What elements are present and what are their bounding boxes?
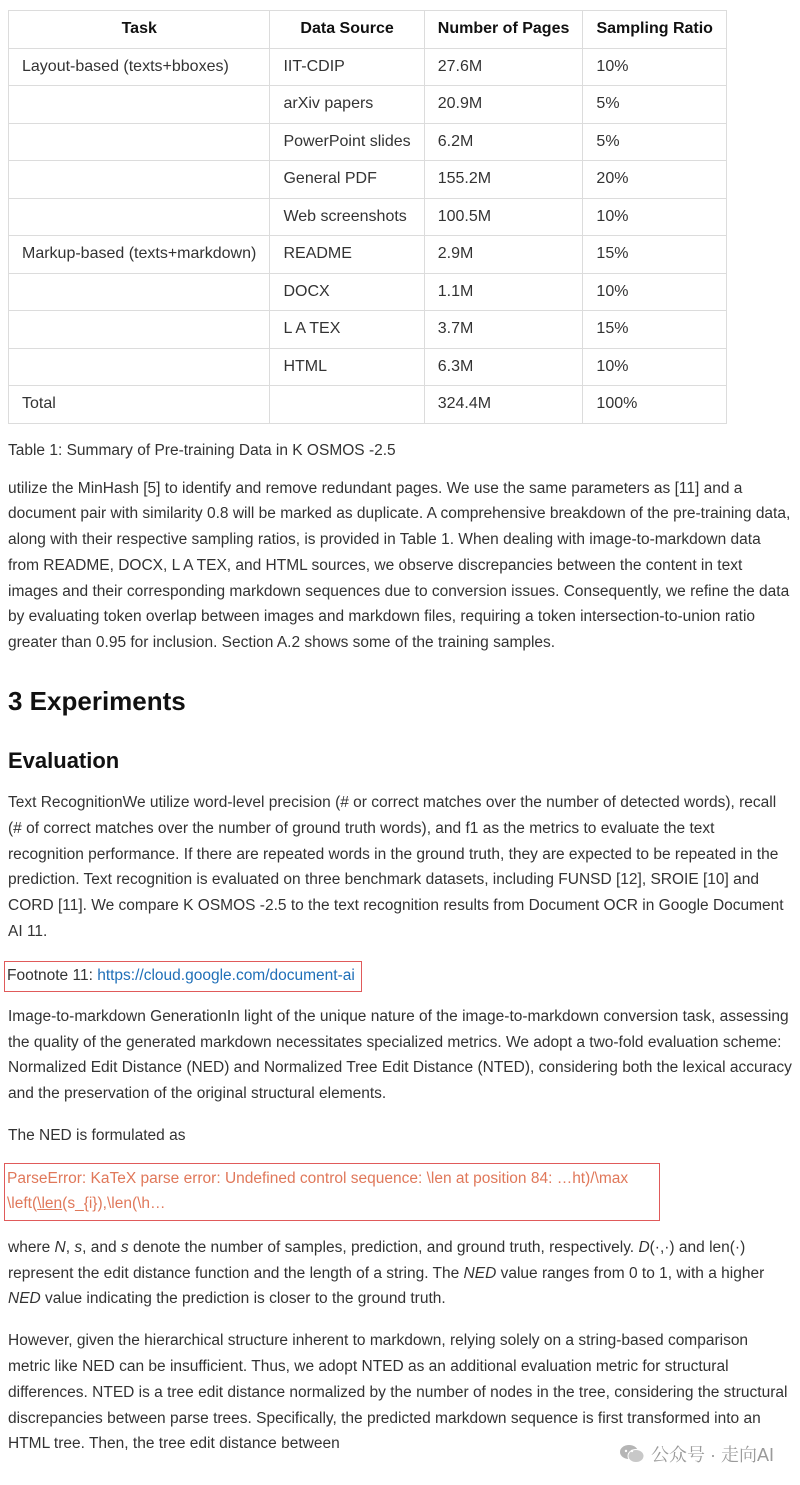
table-cell: [9, 348, 270, 386]
table-cell: 100%: [583, 386, 727, 424]
table-cell: [9, 86, 270, 124]
error-line: ParseError: KaTeX parse error: Undefined control sequence: \len at position 84: …ht)/\max: [7, 1169, 629, 1187]
table-cell: 324.4M: [424, 386, 583, 424]
paragraph: Image-to-markdown GenerationIn light of the unique nature of the image-to-markdown conversion task, assessing the quality of the generated markdown necessitates specialized metrics. We adopt a two-fold evaluation scheme: Normalized Edit Distance (NED) and Normalized Tree Edit Distance (NTED), considering both the lexical accuracy and the preservation of the original structural elements.: [8, 1007, 792, 1103]
table-row: [9, 273, 727, 311]
table-cell: 1.1M: [424, 273, 583, 311]
table-cell: HTML: [270, 348, 424, 386]
table-cell: [270, 386, 424, 424]
table-cell: 155.2M: [424, 161, 583, 199]
table-cell: IIT-CDIP: [270, 48, 424, 86]
text-run: , and: [82, 1238, 121, 1256]
table-cell: 10%: [583, 198, 727, 236]
table-row: [9, 161, 727, 199]
table-cell: 20%: [583, 161, 727, 199]
math-var: s: [74, 1238, 83, 1256]
table-row: [9, 86, 727, 124]
math-var: NED: [463, 1264, 497, 1282]
pretraining-data-table: [8, 10, 727, 424]
table-cell: L A TEX: [270, 311, 424, 349]
table-cell: General PDF: [270, 161, 424, 199]
table-row: [9, 348, 727, 386]
table-cell: [9, 311, 270, 349]
table-cell: Web screenshots: [270, 198, 424, 236]
paragraph: The NED is formulated as: [8, 1127, 186, 1145]
table-cell: 5%: [583, 123, 727, 161]
table-cell: 6.3M: [424, 348, 583, 386]
table-cell: README: [270, 236, 424, 274]
math-var: N: [54, 1238, 66, 1256]
table-cell: arXiv papers: [270, 86, 424, 124]
text-run: value indicating the prediction is closer to the ground truth.: [40, 1290, 446, 1308]
table-cell: 15%: [583, 311, 727, 349]
table-row: [9, 123, 727, 161]
watermark-text: 公众号 · 走向AI: [650, 1445, 774, 1465]
table-row: [9, 236, 727, 274]
table-cell: [9, 198, 270, 236]
error-line: [7, 1191, 655, 1216]
table-cell: 5%: [583, 86, 727, 124]
paragraph: Text RecognitionWe utilize word-level precision (# or correct matches over the number of detected words), recall (# of correct matches over the number of ground truth words), and f1 as the metrics to evaluate the text recognition performance. If there are repeated words in the ground truth, they are expected to be repeated in the prediction. Text recognition is evaluated on three benchmark datasets, including FUNSD [12], SROIE [10] and CORD [11]. We compare K OSMOS -2.5 to the text recognition results from Document OCR in Google Document AI 11.: [8, 794, 784, 941]
table-cell: 27.6M: [424, 48, 583, 86]
table-cell: DOCX: [270, 273, 424, 311]
subsection-title: Evaluation: [8, 748, 120, 774]
error-underlined-text: \len: [37, 1194, 63, 1212]
table-header-row: [9, 11, 727, 49]
paragraph: [8, 1235, 792, 1312]
table-cell: Layout-based (texts+bboxes): [9, 48, 270, 86]
table-header-cell: Sampling Ratio: [583, 11, 727, 49]
wechat-icon: [619, 1444, 645, 1464]
math-var: D: [638, 1238, 650, 1256]
text-run: denote the number of samples, prediction, and ground truth, respectively.: [128, 1238, 639, 1256]
text-run: where: [8, 1238, 55, 1256]
table-cell: PowerPoint slides: [270, 123, 424, 161]
table-header-cell: Data Source: [270, 11, 424, 49]
footnote-box: [4, 961, 362, 992]
text-run: ,: [65, 1238, 75, 1256]
table-cell: Markup-based (texts+markdown): [9, 236, 270, 274]
footnote-label: Footnote 11:: [7, 966, 98, 984]
table-cell: 10%: [583, 348, 727, 386]
math-var: s: [120, 1238, 129, 1256]
table-cell: 10%: [583, 273, 727, 311]
table-header-cell: Number of Pages: [424, 11, 583, 49]
table-cell: [9, 161, 270, 199]
table-cell: Total: [9, 386, 270, 424]
table-caption: Table 1: Summary of Pre-training Data in K OSMOS -2.5: [8, 441, 396, 459]
math-var: NED: [8, 1290, 41, 1308]
text-run: value ranges from 0 to 1, with a higher: [496, 1264, 765, 1282]
table-cell: 6.2M: [424, 123, 583, 161]
table-cell: 20.9M: [424, 86, 583, 124]
table-cell: 10%: [583, 48, 727, 86]
table-cell: [9, 273, 270, 311]
footnote-link[interactable]: https://cloud.google.com/document-ai: [97, 966, 355, 984]
watermark: [619, 1441, 774, 1467]
table-cell: 15%: [583, 236, 727, 274]
table-row: [9, 311, 727, 349]
error-text: (s_{i}),\len(\h…: [62, 1194, 166, 1212]
table-row: [9, 386, 727, 424]
katex-error-box: [4, 1163, 660, 1221]
document: [8, 10, 792, 1457]
table-cell: 3.7M: [424, 311, 583, 349]
text-run: (·,·) and len(·) represent the edit distance function and the length of a string. The: [8, 1238, 746, 1282]
error-text: \left(: [7, 1194, 38, 1212]
table-cell: [9, 123, 270, 161]
paragraph: utilize the MinHash [5] to identify and remove redundant pages. We use the same parameters as [11] and a document pair with similarity 0.8 will be marked as duplicate. A comprehensive breakdown of the pre-training data, along with their respective sampling ratios, is provided in Table 1. When dealing with image-to-markdown data from README, DOCX, L A TEX, and HTML sources, we observe discrepancies between the content in text images and their corresponding markdown sequences due to conversion issues. Consequently, we refine the data by evaluating token overlap between images and markdown files, requiring a token intersection-to-union ratio greater than 0.95 for inclusion. Section A.2 shows some of the training samples.: [8, 479, 791, 652]
footnote-row: [8, 961, 792, 992]
table-cell: 2.9M: [424, 236, 583, 274]
table-row: [9, 198, 727, 236]
table-row: [9, 48, 727, 86]
paragraph: However, given the hierarchical structure inherent to markdown, relying solely on a string-based comparison metric like NED can be insufficient. Thus, we adopt NTED as an additional evaluation metric for structural differences. NTED is a tree edit distance normalized by the number of nodes in the tree, considering the structural discrepancies between parse trees. Specifically, the predicted markdown sequence is first transformed into an HTML tree. Then, the tree edit distance between: [8, 1332, 788, 1453]
table-header-cell: Task: [9, 11, 270, 49]
section-title: 3 Experiments: [8, 686, 186, 717]
table-cell: 100.5M: [424, 198, 583, 236]
